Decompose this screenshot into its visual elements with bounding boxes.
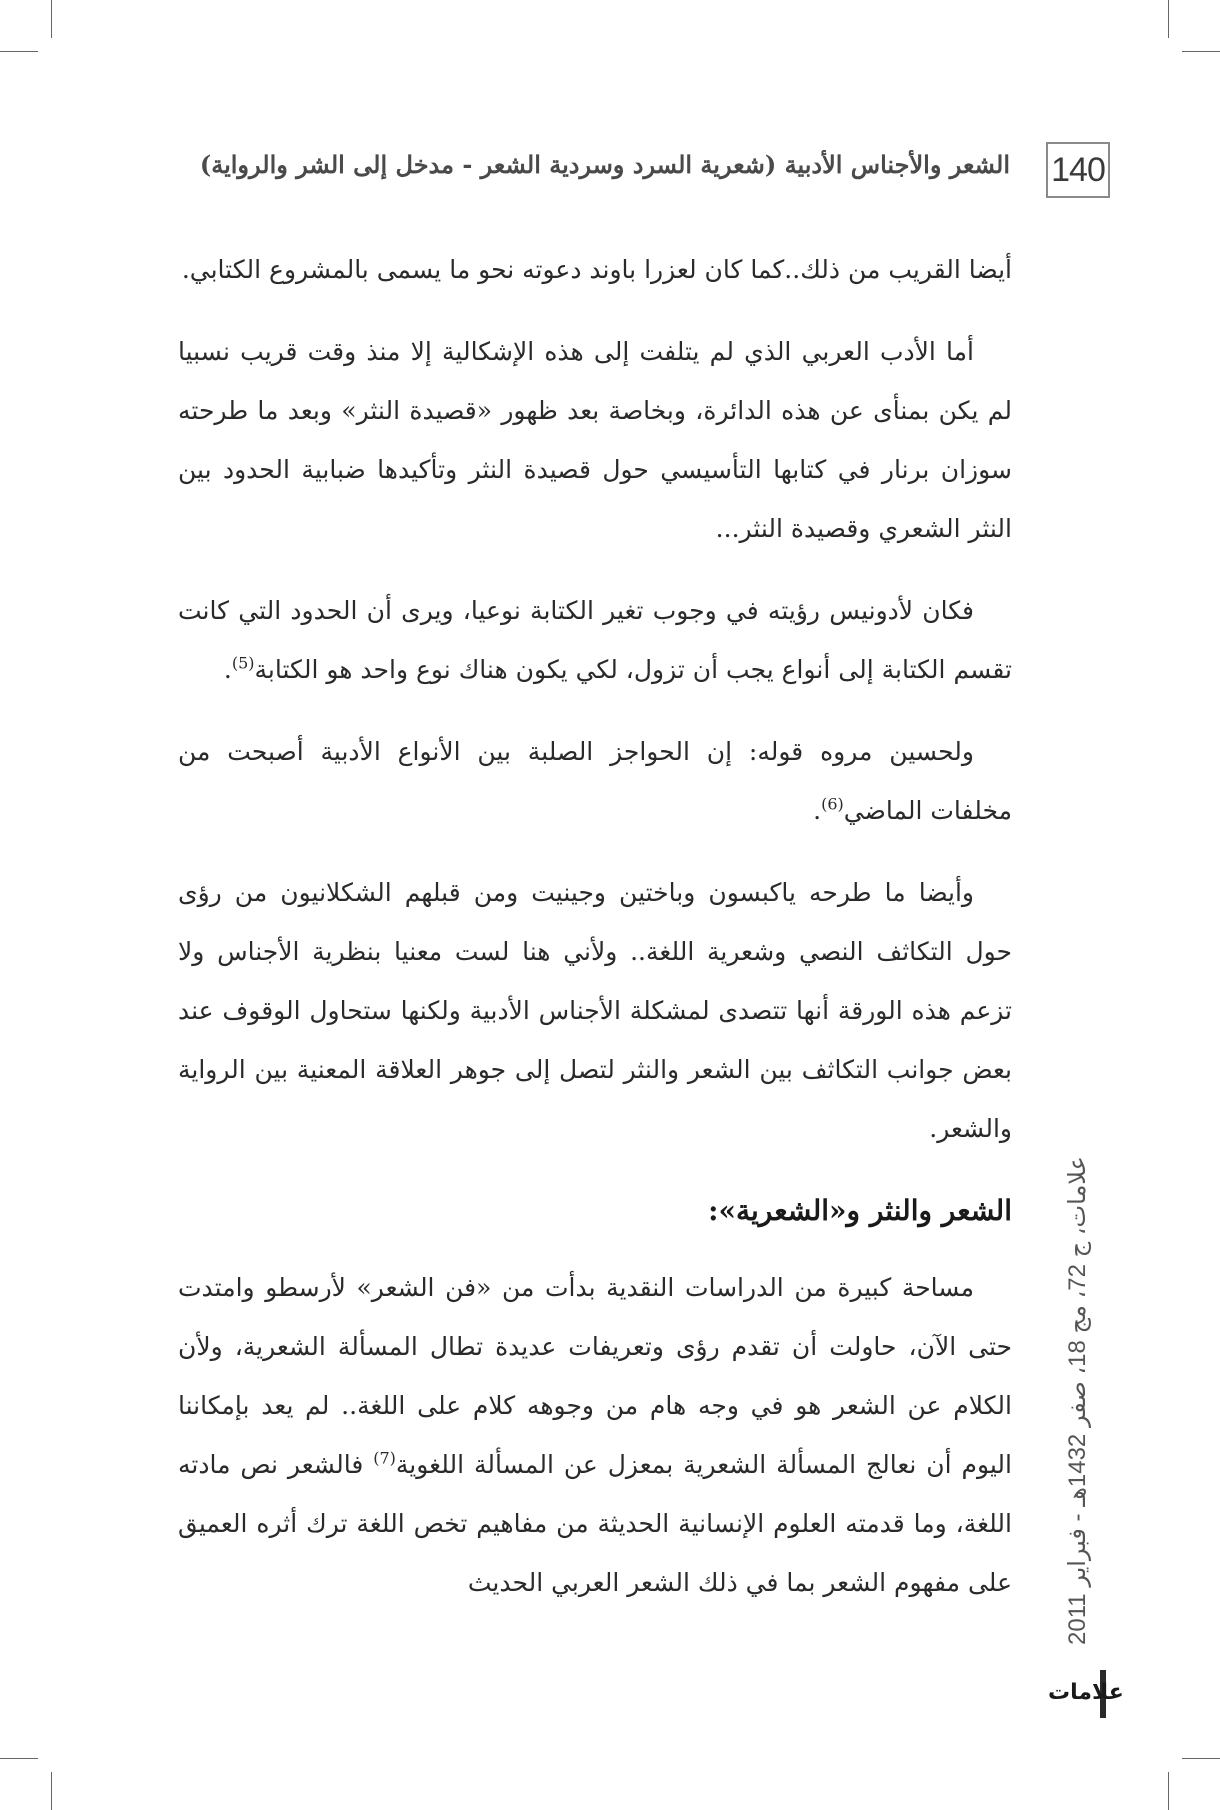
- section-heading: الشعر والنثر و«الشعرية»:: [708, 1194, 1012, 1227]
- journal-citation: [1055, 1145, 1099, 1655]
- page-number: 140: [1046, 142, 1110, 198]
- footnote-ref[interactable]: (7): [373, 1448, 396, 1468]
- paragraph: أما الأدب العربي الذي لم يتلفت إلى هذه الإشكالية إلا منذ وقت قريب نسبيا لم يكن بمنأى عن هذه الدائرة، وبخاصة بعد ظهور «قصيدة النثر» وبعد ما طرحته سوزان برنار في كتابها التأسيسي حول قصيدة النثر وتأكيدها ضبابية الحدود بين النثر الشعري وقصيدة النثر...: [178, 337, 1012, 543]
- logo-text: علامات: [1048, 1680, 1124, 1705]
- paragraph-text: فكان لأدونيس رؤيته في وجوب تغير الكتابة نوعيا، ويرى أن الحدود التي كانت تقسم الكتابة إلى أنواع يجب أن تزول، لكي يكون هناك نوع واحد هو الكتابة: [178, 596, 1012, 684]
- paragraph-end: .: [813, 796, 822, 825]
- crop-mark: [1168, 0, 1169, 38]
- footnote-ref[interactable]: (6): [821, 794, 844, 814]
- crop-mark: [1168, 1772, 1169, 1810]
- crop-mark: [51, 0, 52, 38]
- paragraph: [178, 722, 1012, 840]
- crop-mark: [1182, 1758, 1220, 1759]
- footnote-ref[interactable]: (5): [231, 653, 255, 673]
- paragraph-text: فالشعر نص مادته اللغة، وما قدمته العلوم الإنسانية الحديثة من مفاهيم تخص اللغة ترك أثره العميق على مفهوم الشعر بما في ذلك الشعر العربي الحديث: [178, 1450, 1012, 1597]
- paragraph: أيضا القريب من ذلك..كما كان لعزرا باوند دعوته نحو ما يسمى بالمشروع الكتابي.: [181, 255, 1012, 284]
- crop-mark: [1182, 51, 1220, 52]
- paragraph-text: ولحسين مروه قوله: إن الحواجز الصلبة بين الأنواع الأدبية أصبحت من مخلفات الماضي: [178, 737, 1012, 825]
- paragraph: وأيضا ما طرحه ياكبسون وباختين وجينيت ومن قبلهم الشكلانيون من رؤى حول التكاثف النصي وشعرية اللغة.. ولأني هنا لست معنيا بنظرية الأجناس ولا تزعم هذه الورقة أنها تتصدى لمشكلة الأجناس الأدبية ولكنها ستحاول الوقوف عند بعض جوانب التكاثف بين الشعر والنثر لتصل إلى جوهر العلاقة المعنية بين الرواية والشعر.: [178, 878, 1012, 1143]
- paragraph-end: .: [223, 655, 232, 684]
- journal-citation-text: علامات، ج 72، مج 18، صفر 1432هـ - فبراير 2011: [1063, 1155, 1091, 1645]
- journal-logo: [1048, 1668, 1124, 1724]
- paragraph: [178, 581, 1012, 699]
- crop-mark: [0, 51, 38, 52]
- paragraph: [178, 1258, 1012, 1612]
- crop-mark: [51, 1772, 52, 1810]
- paragraph-text: مساحة كبيرة من الدراسات النقدية بدأت من «فن الشعر» لأرسطو وامتدت حتى الآن، حاولت أن تقدم رؤى وتعريفات عديدة تطال المسألة الشعرية، ولأن الكلام عن الشعر هو في وجه هام من وجوهه كلام على اللغة.. لم يعد بإمكاننا اليوم أن نعالج المسألة الشعرية بمعزل عن المسألة اللغوية: [178, 1273, 1012, 1479]
- running-header: الشعر والأجناس الأدبية (شعرية السرد وسردية الشعر - مدخل إلى الشر والرواية): [199, 150, 1010, 179]
- article-body: [178, 240, 1012, 1635]
- crop-mark: [0, 1758, 38, 1759]
